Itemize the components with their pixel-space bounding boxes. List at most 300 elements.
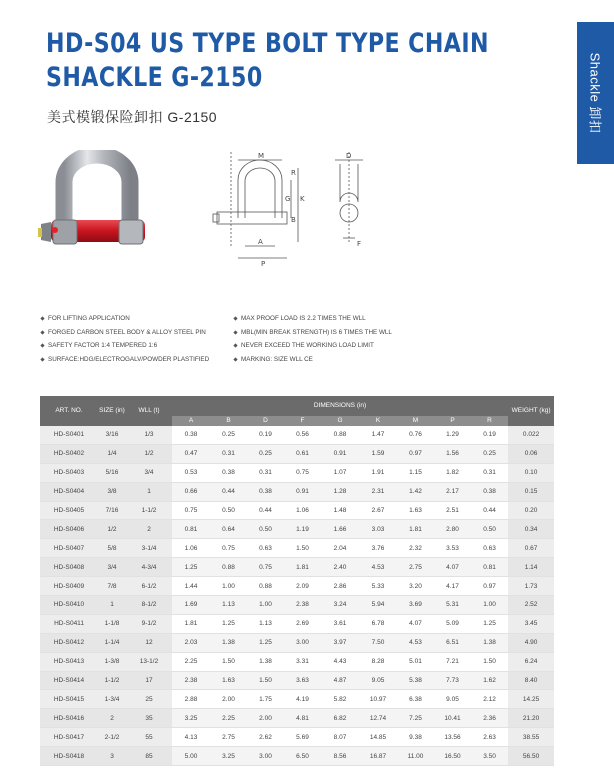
table-cell: 1-1/8 [98,614,126,633]
title-line-2: SHACKLE G-2150 [46,62,263,93]
table-cell: HD-S0418 [40,747,98,766]
header-dim-g: G [321,416,359,426]
table-cell: 3.76 [359,539,397,558]
table-cell: 7/16 [98,501,126,520]
dim-label-m: M [258,152,265,160]
table-cell: 2.38 [172,671,210,690]
header-dim-m: M [397,416,434,426]
table-cell: 3.97 [321,633,359,652]
table-cell: 1.50 [247,671,284,690]
table-cell: 3.50 [471,747,508,766]
table-cell: 3/4 [126,463,172,482]
table-row [40,633,554,652]
table-cell: 10.41 [434,709,471,728]
table-cell: 3.61 [321,614,359,633]
dim-label-b: B [291,216,296,224]
table-cell: 5/16 [98,463,126,482]
table-cell: 0.44 [210,482,247,501]
table-cell: 3.25 [210,747,247,766]
table-cell: 1.38 [247,652,284,671]
table-cell: 0.91 [321,444,359,463]
table-cell: 0.75 [172,501,210,520]
table-cell: 8.28 [359,652,397,671]
table-cell: 0.25 [247,444,284,463]
table-cell: 2 [98,709,126,728]
table-cell: HD-S0417 [40,728,98,747]
header-dim-r: R [471,416,508,426]
table-cell: HD-S0401 [40,426,98,444]
table-cell: 1.48 [321,501,359,520]
table-cell: 1.75 [247,690,284,709]
table-cell: 1-3/4 [98,690,126,709]
table-row [40,426,554,444]
category-side-tab[interactable] [577,22,614,164]
table-cell: 3.00 [284,633,321,652]
table-cell: 1.81 [284,558,321,577]
table-cell: 2.25 [210,709,247,728]
table-cell: 0.44 [247,501,284,520]
feature-column-right [233,312,473,366]
pin-outline [217,212,287,224]
table-cell: HD-S0402 [40,444,98,463]
table-cell: 5.69 [284,728,321,747]
table-cell: 1.38 [210,633,247,652]
table-cell: 4.53 [397,633,434,652]
table-cell: 2.03 [172,633,210,652]
table-cell: 14.85 [359,728,397,747]
table-cell: 1.06 [172,539,210,558]
table-cell: 8-1/2 [126,596,172,615]
header-dim-d: D [247,416,284,426]
table-cell: HD-S0408 [40,558,98,577]
table-cell: 4.07 [434,558,471,577]
table-cell: 1 [98,596,126,615]
table-cell: 1.50 [210,652,247,671]
spec-table [40,396,554,766]
table-cell: 6.51 [434,633,471,652]
table-cell: 35 [126,709,172,728]
table-cell: 5/8 [98,539,126,558]
table-cell: 1.81 [172,614,210,633]
dim-label-a: A [258,238,263,246]
table-cell: 0.50 [471,520,508,539]
table-cell: 1.91 [359,463,397,482]
table-cell: 3-1/4 [126,539,172,558]
table-cell: 1.00 [471,596,508,615]
table-cell: 1/2 [126,444,172,463]
table-cell: 2-1/2 [98,728,126,747]
table-cell: 16.50 [434,747,471,766]
table-cell: 13-1/2 [126,652,172,671]
bullet-icon [40,317,44,321]
table-cell: 0.31 [247,463,284,482]
table-cell: 7.73 [434,671,471,690]
dim-label-f: F [357,240,362,248]
table-cell: 1.44 [172,577,210,596]
bullet-icon [40,330,44,334]
table-cell: 3.24 [321,596,359,615]
table-cell: 2.00 [210,690,247,709]
table-cell: 1-1/2 [98,671,126,690]
table-cell: 3.20 [397,577,434,596]
table-cell: 2.31 [359,482,397,501]
table-cell: 5.82 [321,690,359,709]
header-dim-a: A [172,416,210,426]
table-cell: 2.12 [471,690,508,709]
table-cell: 0.50 [210,501,247,520]
table-cell: 3.45 [508,614,554,633]
table-row [40,501,554,520]
dim-label-p: P [261,260,266,268]
feature-item: SURFACE:HDG/ELECTROGALV/POWDER PLASTIFIED [40,353,280,367]
table-cell: 11.00 [397,747,434,766]
header-dim-p: P [434,416,471,426]
dim-label-r: R [291,169,296,177]
table-cell: 0.06 [508,444,554,463]
table-cell: 0.75 [284,463,321,482]
table-cell: 3/8 [98,482,126,501]
table-cell: HD-S0407 [40,539,98,558]
table-cell: 0.61 [284,444,321,463]
table-cell: 4.17 [434,577,471,596]
feature-item: MARKING: SIZE WLL CE [233,353,473,367]
feature-item: FOR LIFTING APPLICATION [40,312,280,326]
table-cell: 0.63 [247,539,284,558]
table-cell: 3.69 [397,596,434,615]
table-row [40,577,554,596]
page-title [46,27,489,95]
bullet-icon [40,357,44,361]
bow-outline-inner [245,168,275,218]
table-cell: 0.20 [508,501,554,520]
table-cell: 2.75 [397,558,434,577]
header-weight: WEIGHT (kg) [508,396,554,426]
table-cell: 4.13 [172,728,210,747]
table-cell: 1.14 [508,558,554,577]
bullet-icon [233,317,237,321]
table-cell: 2.04 [321,539,359,558]
table-row [40,652,554,671]
table-cell: 7.50 [359,633,397,652]
table-cell: 8.56 [321,747,359,766]
table-cell: 1.82 [434,463,471,482]
nut-outline [213,214,219,222]
header-size: SIZE (in) [98,396,126,426]
table-cell: 0.38 [210,463,247,482]
table-cell: 21.20 [508,709,554,728]
table-cell: HD-S0410 [40,596,98,615]
table-cell: 1.62 [471,671,508,690]
feature-item: MBL(MIN BREAK STRENGTH) IS 6 TIMES THE WLL [233,326,473,340]
table-cell: 3.00 [247,747,284,766]
header-dim-f: F [284,416,321,426]
table-cell: 1.25 [247,633,284,652]
table-cell: 85 [126,747,172,766]
table-cell: 56.50 [508,747,554,766]
table-cell: 2.40 [321,558,359,577]
table-cell: 6-1/2 [126,577,172,596]
header-art-no: ART. NO. [40,396,98,426]
table-cell: 4.90 [508,633,554,652]
table-cell: 4.07 [397,614,434,633]
table-cell: 7/8 [98,577,126,596]
table-cell: 0.25 [471,444,508,463]
table-cell: 1/3 [126,426,172,444]
table-cell: 1.63 [210,671,247,690]
table-row [40,444,554,463]
table-cell: 1.59 [359,444,397,463]
table-cell: 1.00 [210,577,247,596]
table-cell: 1.06 [284,501,321,520]
table-cell: 17 [126,671,172,690]
table-cell: 12 [126,633,172,652]
table-cell: HD-S0406 [40,520,98,539]
table-cell: 0.44 [471,501,508,520]
table-cell: 14.25 [508,690,554,709]
table-cell: HD-S0414 [40,671,98,690]
table-cell: 0.34 [508,520,554,539]
table-cell: 2.88 [172,690,210,709]
table-cell: 0.97 [471,577,508,596]
side-tab-label: Shackle 卸扣 [587,52,602,134]
table-cell: HD-S0413 [40,652,98,671]
header-wll: WLL (t) [126,396,172,426]
table-cell: 2.69 [284,614,321,633]
table-cell: 5.33 [359,577,397,596]
cotter-pin [38,228,42,237]
table-cell: 0.81 [471,558,508,577]
table-row [40,709,554,728]
table-row [40,690,554,709]
spec-table-body [40,426,554,766]
table-cell: 4-3/4 [126,558,172,577]
table-cell: 55 [126,728,172,747]
table-cell: 0.88 [210,558,247,577]
table-cell: 0.56 [284,426,321,444]
table-cell: 10.97 [359,690,397,709]
table-row [40,520,554,539]
table-cell: 2 [126,520,172,539]
header-dim-b: B [210,416,247,426]
table-cell: 1.13 [210,596,247,615]
table-cell: 5.94 [359,596,397,615]
table-cell: 7.25 [397,709,434,728]
table-cell: 1.81 [397,520,434,539]
table-cell: 0.38 [471,482,508,501]
table-cell: 0.88 [321,426,359,444]
table-row [40,539,554,558]
shackle-photo [37,150,157,260]
table-cell: 4.81 [284,709,321,728]
table-cell: 0.81 [172,520,210,539]
table-cell: 1.25 [172,558,210,577]
table-cell: 0.66 [172,482,210,501]
table-cell: 2.36 [471,709,508,728]
table-cell: 5.01 [397,652,434,671]
page-subtitle: 美式模锻保险卸扣 G-2150 [47,109,218,125]
table-cell: HD-S0405 [40,501,98,520]
table-cell: 1.38 [471,633,508,652]
table-cell: 2.62 [247,728,284,747]
table-cell: 7.21 [434,652,471,671]
table-cell: 1.25 [471,614,508,633]
table-cell: 0.75 [247,558,284,577]
table-cell: 5.38 [397,671,434,690]
table-cell: 2.52 [508,596,554,615]
table-row [40,482,554,501]
table-cell: 1.25 [210,614,247,633]
table-cell: 9.05 [434,690,471,709]
table-cell: 1.29 [434,426,471,444]
feature-item: MAX PROOF LOAD IS 2.2 TIMES THE WLL [233,312,473,326]
table-cell: 4.43 [321,652,359,671]
table-cell: 5.31 [434,596,471,615]
table-cell: 0.50 [247,520,284,539]
title-line-1: HD-S04 US TYPE BOLT TYPE CHAIN [46,28,489,59]
table-cell: 2.63 [471,728,508,747]
table-cell: 2.86 [321,577,359,596]
table-cell: 0.10 [508,463,554,482]
bullet-icon [233,344,237,348]
table-cell: 2.17 [434,482,471,501]
table-cell: HD-S0404 [40,482,98,501]
table-cell: 0.47 [172,444,210,463]
table-cell: 1.42 [397,482,434,501]
table-cell: 8.07 [321,728,359,747]
table-cell: 1.56 [434,444,471,463]
table-cell: HD-S0411 [40,614,98,633]
table-row [40,747,554,766]
table-cell: 1/4 [98,444,126,463]
table-cell: 6.24 [508,652,554,671]
bullet-icon [233,357,237,361]
table-cell: 9-1/2 [126,614,172,633]
feature-item: FORGED CARBON STEEL BODY & ALLOY STEEL PIN [40,326,280,340]
table-cell: 38.55 [508,728,554,747]
table-cell: 2.00 [247,709,284,728]
bullet-icon [233,330,237,334]
table-cell: 6.82 [321,709,359,728]
table-cell: 9.05 [359,671,397,690]
table-cell: 1 [126,482,172,501]
table-cell: 0.64 [210,520,247,539]
table-cell: 2.32 [397,539,434,558]
table-cell: 2.38 [284,596,321,615]
table-cell: 0.022 [508,426,554,444]
feature-item: SAFETY FACTOR 1:4 TEMPERED 1:6 [40,339,280,353]
table-cell: 1.66 [321,520,359,539]
table-cell: HD-S0415 [40,690,98,709]
table-cell: 5.09 [434,614,471,633]
table-cell: 1.15 [397,463,434,482]
table-row [40,463,554,482]
dim-label-d: D [346,152,352,160]
dimension-drawing [205,150,405,268]
table-cell: 0.31 [471,463,508,482]
table-cell: 3/16 [98,426,126,444]
shackle-nut [41,222,51,242]
table-cell: 4.53 [359,558,397,577]
table-cell: 2.09 [284,577,321,596]
table-cell: 3 [98,747,126,766]
table-cell: HD-S0416 [40,709,98,728]
table-cell: 8.40 [508,671,554,690]
table-cell: 1.63 [397,501,434,520]
table-row [40,614,554,633]
table-cell: 4.87 [321,671,359,690]
table-cell: 3.25 [172,709,210,728]
table-cell: 0.67 [508,539,554,558]
table-cell: 1.28 [321,482,359,501]
table-cell: 3.53 [434,539,471,558]
table-cell: 1.13 [247,614,284,633]
table-cell: 0.15 [508,482,554,501]
table-cell: 1.47 [359,426,397,444]
table-cell: 1.07 [321,463,359,482]
table-cell: 1.50 [471,652,508,671]
table-cell: 0.38 [247,482,284,501]
table-cell: 0.31 [210,444,247,463]
table-cell: 0.91 [284,482,321,501]
table-cell: 1.50 [284,539,321,558]
table-cell: 2.25 [172,652,210,671]
table-cell: 1.69 [172,596,210,615]
table-cell: 0.88 [247,577,284,596]
pin-head-red [52,227,58,233]
table-cell: 1/2 [98,520,126,539]
dim-label-g: G [285,195,291,203]
table-cell: 0.97 [397,444,434,463]
table-cell: 13.56 [434,728,471,747]
feature-item: NEVER EXCEED THE WORKING LOAD LIMIT [233,339,473,353]
table-cell: HD-S0403 [40,463,98,482]
table-cell: 2.51 [434,501,471,520]
table-cell: 1.73 [508,577,554,596]
table-cell: 3.63 [284,671,321,690]
table-cell: 25 [126,690,172,709]
table-row [40,558,554,577]
table-cell: 1-3/8 [98,652,126,671]
table-cell: 16.87 [359,747,397,766]
table-cell: 0.19 [471,426,508,444]
table-cell: 0.63 [471,539,508,558]
table-cell: 3/4 [98,558,126,577]
table-cell: 2.67 [359,501,397,520]
dim-label-k: K [300,195,305,203]
table-cell: 3.03 [359,520,397,539]
table-row [40,671,554,690]
table-cell: 6.50 [284,747,321,766]
table-cell: 3.31 [284,652,321,671]
table-row [40,596,554,615]
table-cell: 1-1/4 [98,633,126,652]
table-cell: 2.80 [434,520,471,539]
table-cell: 1.00 [247,596,284,615]
table-row [40,728,554,747]
table-cell: 0.25 [210,426,247,444]
header-dimensions: DIMENSIONS (in) [172,396,508,416]
table-cell: 6.78 [359,614,397,633]
table-cell: 1-1/2 [126,501,172,520]
header-dim-k: K [359,416,397,426]
bullet-icon [40,344,44,348]
table-cell: 0.75 [210,539,247,558]
shackle-eye-right [119,220,143,244]
table-cell: 12.74 [359,709,397,728]
table-cell: 0.53 [172,463,210,482]
table-cell: 2.75 [210,728,247,747]
table-cell: 0.38 [172,426,210,444]
